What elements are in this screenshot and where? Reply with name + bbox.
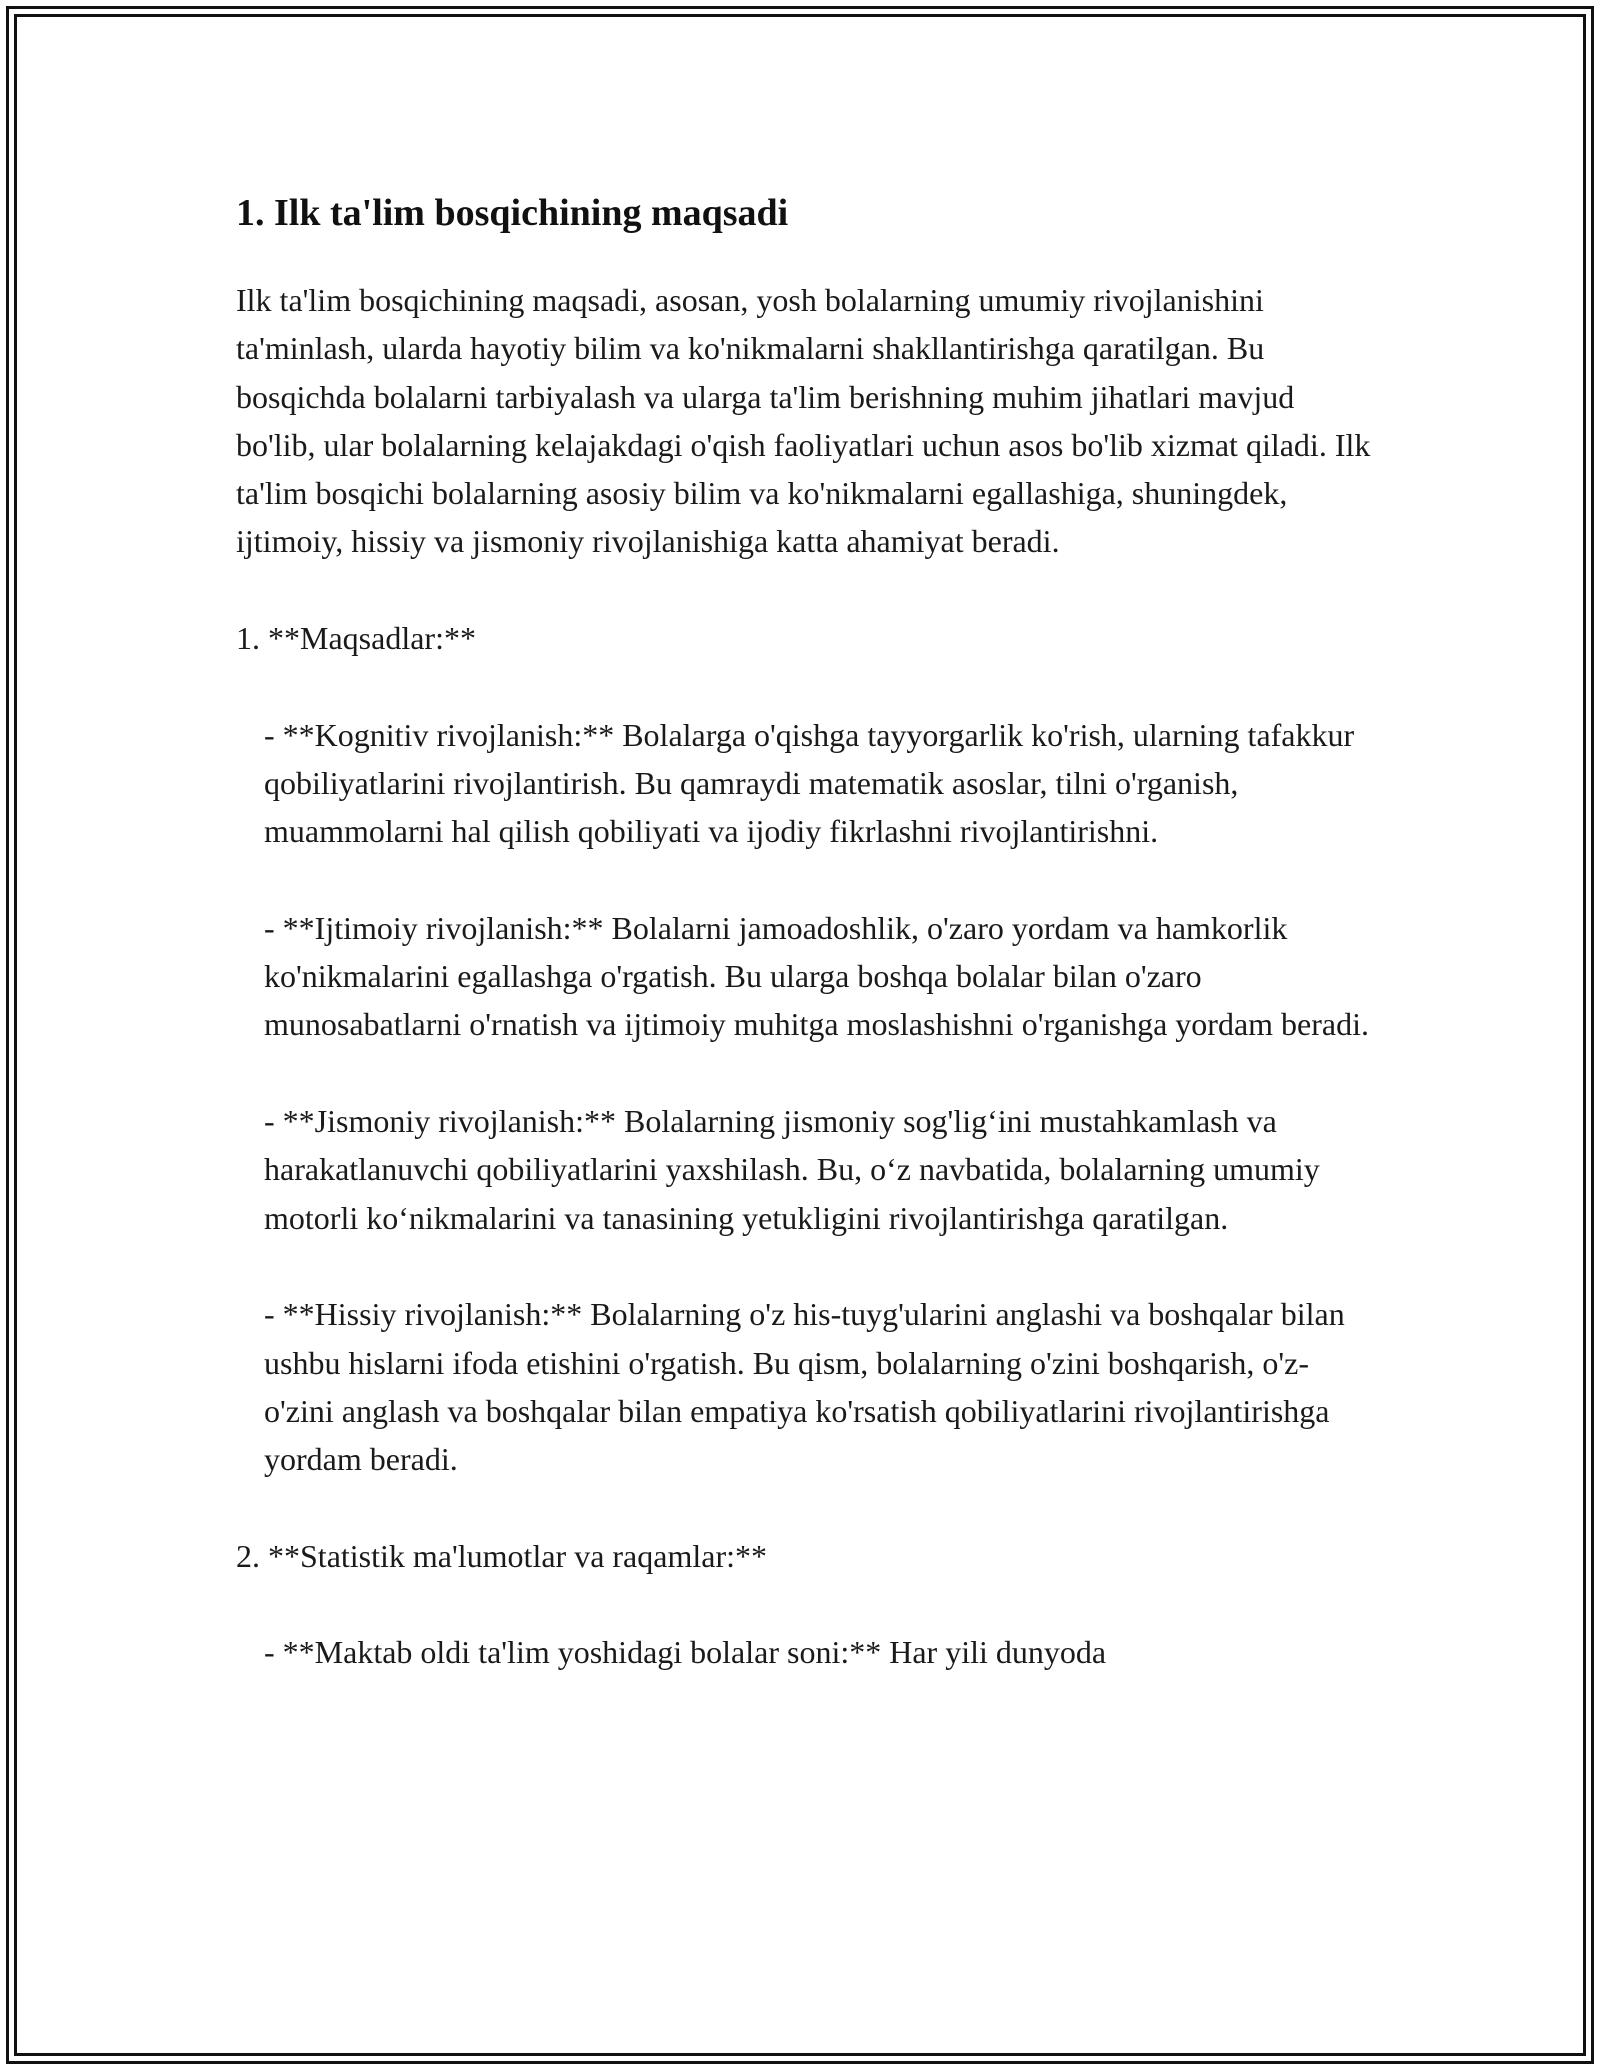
list-item-emotional: - **Hissiy rivojlanish:** Bolalarning o'z his-tuyg'ularini anglashi va boshqalar bilan ushbu hislarni ifoda etishini o'rgatish. Bu qism, bolalarning o'zini boshqarish, o'z-o'zini anglash va boshqalar bilan empatiya ko'rsatish qobiliyatlarini rivojlantirishga yordam beradi. [264,1296,1345,1478]
list-item-preschool: - **Maktab oldi ta'lim yoshidagi bolalar soni:** Har yili dunyoda [264,1634,1107,1671]
spacer [236,662,1376,710]
document-body [236,180,1376,1677]
section1-title: 1. **Maqsadlar:** [236,620,476,657]
list-item-social: - **Ijtimoiy rivojlanish:** Bolalarni jamoadoshlik, o'zaro yordam va hamkorlik ko'nikmalarini egallashga o'rgatish. Bu ularga boshqa bolalar bilan o'zaro munosabatlarni o'rnatish va ijtimoiy muhitga moslashishni o'rganishga yordam beradi. [264,909,1369,1043]
spacer [236,1049,1376,1097]
list-item-cognitive: - **Kognitiv rivojlanish:** Bolalarga o'qishga tayyorgarlik ko'rish, ularning tafakkur qobiliyatlarini rivojlantirish. Bu qamraydi matematik asoslar, tilni o'rganish, muammolarni hal qilish qobiliyati va ijodiy fikrlashni rivojlantirishni. [264,716,1355,850]
spacer [236,1242,1376,1290]
section2-title: 2. **Statistik ma'lumotlar va raqamlar:** [236,1537,767,1574]
spacer [236,1580,1376,1628]
list-item-physical: - **Jismoniy rivojlanish:** Bolalarning jismoniy sog'lig‘ini mustahkamlash va harakatlanuvchi qobiliyatlarini yaxshilash. Bu, o‘z navbatida, bolalarning umumiy motorli ko‘nikmalarini va tanasining yetukligini rivojlantirishga qaratilgan. [264,1103,1320,1236]
spacer [236,1483,1376,1531]
spacer [236,566,1376,614]
section-heading: 1. Ilk ta'lim bosqichining maqsadi [236,192,789,234]
spacer [236,856,1376,904]
intro-paragraph: Ilk ta'lim bosqichining maqsadi, asosan, yosh bolalarning umumiy rivojlanishini ta'minlash, ularda hayotiy bilim va ko'nikmalarni shakllantirishga qaratilgan. Bu bosqichda bolalarni tarbiyalash va ularga ta'lim berishning muhim jihatlari mavjud bo'lib, ular bolalarning kelajakdagi o'qish faoliyatlari uchun asos bo'lib xizmat qiladi. Ilk ta'lim bosqichi bolalarning asosiy bilim va ko'nikmalarni egallashiga, shuningdek, ijtimoiy, hissiy va jismoniy rivojlanishiga katta ahamiyat beradi. [236,282,1371,560]
